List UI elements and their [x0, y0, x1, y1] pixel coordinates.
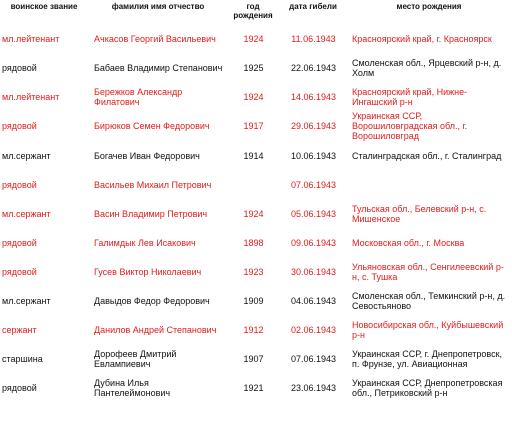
- cell-death-date: 30.06.1943: [290, 266, 337, 277]
- cell-name: Ачкасов Георгий Васильевич: [94, 33, 216, 44]
- cell-rank: мл.лейтенант: [2, 91, 60, 102]
- cell-rank: рядовой: [2, 382, 37, 393]
- cell-death-date: 23.06.1943: [290, 382, 337, 393]
- cell-birth-year: 1923: [243, 266, 264, 277]
- cell-death-date: 07.06.1943: [290, 179, 337, 190]
- cell-rank: сержант: [2, 324, 37, 335]
- cell-birth-year: 1924: [243, 91, 264, 102]
- cell-rank: мл.сержант: [2, 208, 51, 219]
- table-row: [0, 344, 510, 373]
- cell-name: Бабаев Владимир Степанович: [94, 62, 223, 73]
- cell-name: Бирюков Семен Федорович: [94, 121, 210, 131]
- cell-death-date: 02.06.1943: [290, 324, 337, 335]
- cell-rank: рядовой: [2, 266, 37, 277]
- cell-birth-year: 1898: [243, 237, 264, 248]
- cell-death-date: 14.06.1943: [290, 91, 337, 102]
- cell-rank: старшина: [2, 353, 43, 364]
- cell-birthplace: [348, 170, 510, 199]
- col-header-name: фамилия имя отчество: [111, 2, 205, 11]
- table-row: [0, 111, 510, 141]
- table-row: [0, 24, 510, 53]
- cell-name: Дубина Илья Пантелеймонович: [94, 377, 171, 398]
- cell-rank: мл.сержант: [2, 295, 51, 306]
- table-row: [0, 141, 510, 170]
- cell-birthplace: Украинская ССР, г. Днепропетровск, п. Фрунзе, ул. Авиационная: [352, 348, 503, 369]
- cell-name: Богачев Иван Федорович: [94, 150, 200, 161]
- cell-birthplace: Смоленская обл., Темкинский р-н, д. Севостьяново: [352, 290, 506, 311]
- table-row: [0, 286, 510, 315]
- header-row: [0, 0, 510, 24]
- cell-birthplace: Смоленская обл., Ярцевский р-н, д. Холм: [352, 57, 502, 78]
- cell-name: Васильев Михаил Петрович: [94, 179, 212, 190]
- cell-rank: рядовой: [2, 62, 37, 73]
- cell-death-date: 22.06.1943: [290, 62, 337, 73]
- cell-birth-year: 1917: [243, 121, 264, 131]
- cell-death-date: 05.06.1943: [290, 208, 337, 219]
- cell-rank: мл.лейтенант: [2, 33, 60, 44]
- cell-birth-year: 1925: [243, 62, 264, 73]
- cell-death-date: 07.06.1943: [290, 353, 337, 364]
- cell-birth-year: 1909: [243, 295, 264, 306]
- cell-death-date: 11.06.1943: [291, 33, 336, 44]
- cell-name: Васин Владимир Петрович: [94, 208, 208, 219]
- cell-birthplace: Московская обл., г. Москва: [352, 237, 465, 248]
- table-row: [0, 373, 510, 402]
- cell-name: Данилов Андрей Степанович: [94, 324, 217, 335]
- table-row: [0, 82, 510, 111]
- cell-name: Дорофеев Дмитрий Евлампиевич: [94, 348, 177, 369]
- cell-birthplace: Сталинградская обл., г. Сталинград: [352, 150, 502, 161]
- cell-birth-year: 1914: [243, 150, 264, 161]
- table-row: [0, 228, 510, 257]
- col-header-death-date: дата гибели: [289, 2, 337, 11]
- cell-rank: мл.сержант: [2, 150, 51, 161]
- cell-rank: рядовой: [2, 179, 37, 190]
- cell-birth-year: [228, 170, 278, 199]
- table-body: [0, 24, 510, 402]
- table-row: [0, 199, 510, 228]
- cell-birthplace: Красноярский край, Нижне-Ингашский р-н: [352, 86, 468, 107]
- cell-rank: рядовой: [2, 121, 37, 131]
- col-header-rank: воинское звание: [10, 2, 78, 11]
- cell-name: Гусев Виктор Николаевич: [94, 266, 202, 277]
- cell-birth-year: 1924: [243, 208, 264, 219]
- table-row: [0, 170, 510, 199]
- cell-death-date: 10.06.1943: [290, 150, 337, 161]
- cell-birth-year: 1907: [243, 353, 264, 364]
- cell-birth-year: 1924: [243, 33, 264, 44]
- cell-birthplace: Тульская обл., Белевский р-н, с. Мишенское: [352, 203, 487, 224]
- cell-birthplace: Красноярский край, г. Красноярск: [352, 33, 492, 44]
- cell-death-date: 04.06.1943: [290, 295, 337, 306]
- cell-birth-year: 1912: [243, 324, 264, 335]
- cell-birthplace: Новосибирская обл., Куйбышевский р-н: [352, 319, 504, 340]
- cell-death-date: 09.06.1943: [290, 237, 337, 248]
- col-header-birthplace: место рождения: [396, 2, 462, 11]
- cell-birth-year: 1921: [243, 382, 264, 393]
- cell-rank: рядовой: [2, 237, 37, 248]
- table-row: [0, 53, 510, 82]
- col-header-birth-year: год рождения: [233, 2, 273, 20]
- cell-name: Бережков Александр Филатович: [94, 86, 183, 107]
- table-row: [0, 257, 510, 286]
- cell-name: Давыдов Федор Федорович: [94, 295, 210, 306]
- table-row: [0, 315, 510, 344]
- cell-name: Галимдык Лев Исакович: [94, 237, 196, 248]
- cell-birthplace: Ульяновская обл., Сенгилеевский р-н, с. Тушка: [352, 261, 504, 282]
- cell-death-date: 29.06.1943: [290, 121, 337, 131]
- cell-birthplace: Украинская ССР, Днепропетровская обл., Петриковский р-н: [352, 377, 503, 398]
- cell-birthplace: Украинская ССР, Ворошиловградская обл., г. Ворошиловград: [352, 111, 468, 141]
